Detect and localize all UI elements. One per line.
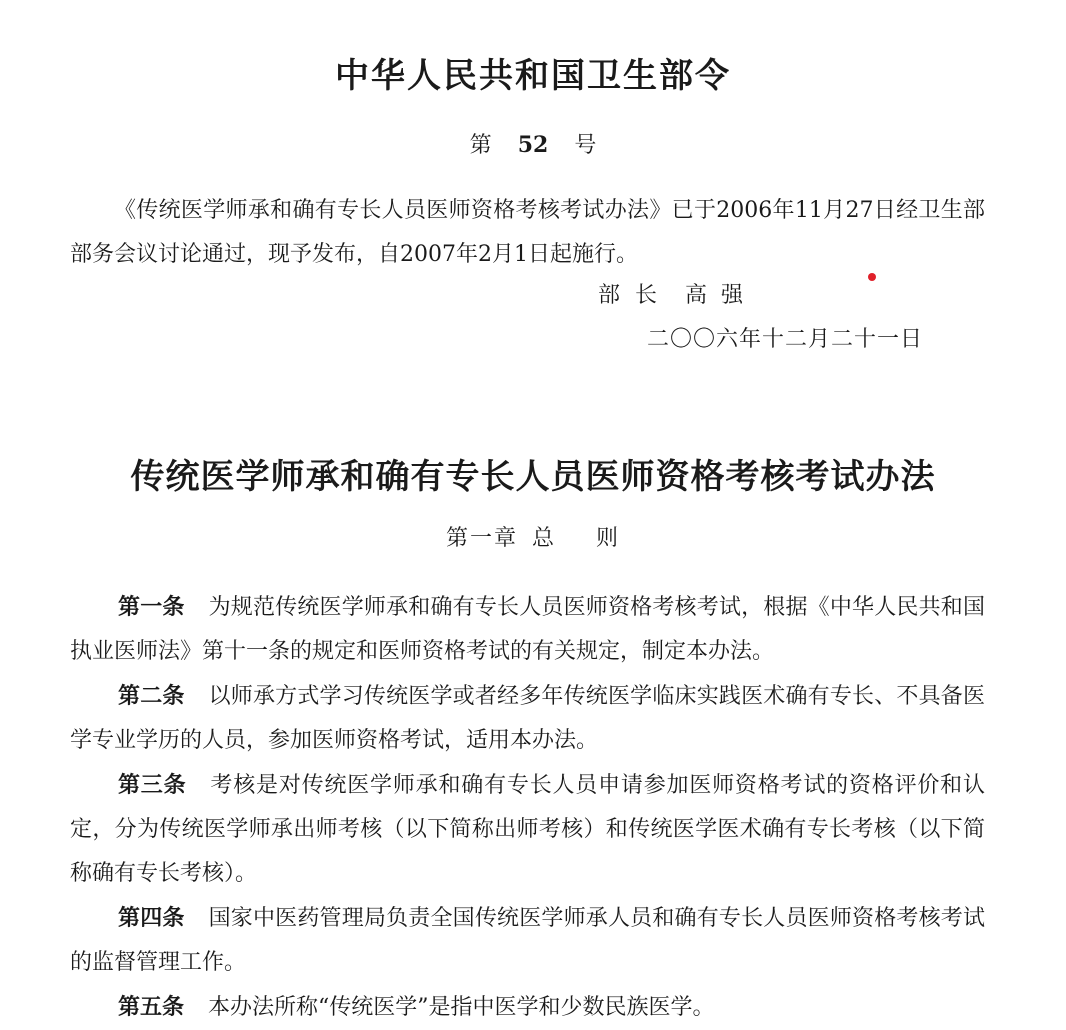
- chapter-heading: [0, 521, 1066, 552]
- article-text: 本办法所称“传统医学”是指中医学和少数民族医学。: [208, 995, 715, 1020]
- article-label: 第五条: [118, 994, 185, 1020]
- seal-mark: [868, 273, 876, 281]
- decree-number-suffix: 号: [574, 133, 597, 158]
- signature-date: 二〇〇六年十二月二十一日: [647, 327, 924, 352]
- chapter-name-2: 则: [596, 526, 621, 551]
- article-item: [70, 674, 985, 763]
- decree-number-value: 52: [517, 132, 549, 158]
- decree-title: 中华人民共和国卫生部令: [335, 56, 731, 96]
- decree-number: [0, 128, 1066, 159]
- article-label: 第一条: [118, 594, 185, 620]
- article-item: [70, 985, 985, 1030]
- chapter-label: 第一章: [445, 526, 518, 551]
- signature-name: 高强: [685, 283, 758, 308]
- article-text: 考核是对传统医学师承和确有专长人员申请参加医师资格考试的资格评价和认定，分为传统医学师承出师考核（以下简称出师考核）和传统医学医术确有专长考核（以下简称确有专长考核）。: [70, 773, 985, 886]
- article-text: 以师承方式学习传统医学或者经多年传统医学临床实践医术确有专长、不具备医学专业学历的人员，参加医师资格考试，适用本办法。: [70, 684, 985, 753]
- article-text: 为规范传统医学师承和确有专长人员医师资格考核考试，根据《中华人民共和国执业医师法》第十一条的规定和医师资格考试的有关规定，制定本办法。: [70, 595, 985, 664]
- article-item: [70, 896, 985, 985]
- article-text: 国家中医药管理局负责全国传统医学师承人员和确有专长人员医师资格考核考试的监督管理工作。: [70, 906, 985, 975]
- measures-title: 传统医学师承和确有专长人员医师资格考核考试办法: [130, 457, 936, 497]
- article-label: 第二条: [118, 683, 185, 709]
- decree-preamble: 《传统医学师承和确有专长人员医师资格考核考试办法》已于2006年11月27日经卫生部部务会议讨论通过，现予发布，自2007年2月1日起施行。: [70, 198, 985, 267]
- article-label: 第四条: [118, 905, 185, 931]
- signature-title: 部 长: [598, 283, 661, 308]
- decree-number-prefix: 第: [469, 133, 492, 158]
- articles-list: [70, 585, 985, 1030]
- signature-line: [598, 274, 757, 318]
- article-item: [70, 763, 985, 896]
- chapter-name-1: 总: [531, 526, 556, 551]
- article-item: [70, 585, 985, 674]
- article-label: 第三条: [118, 772, 187, 798]
